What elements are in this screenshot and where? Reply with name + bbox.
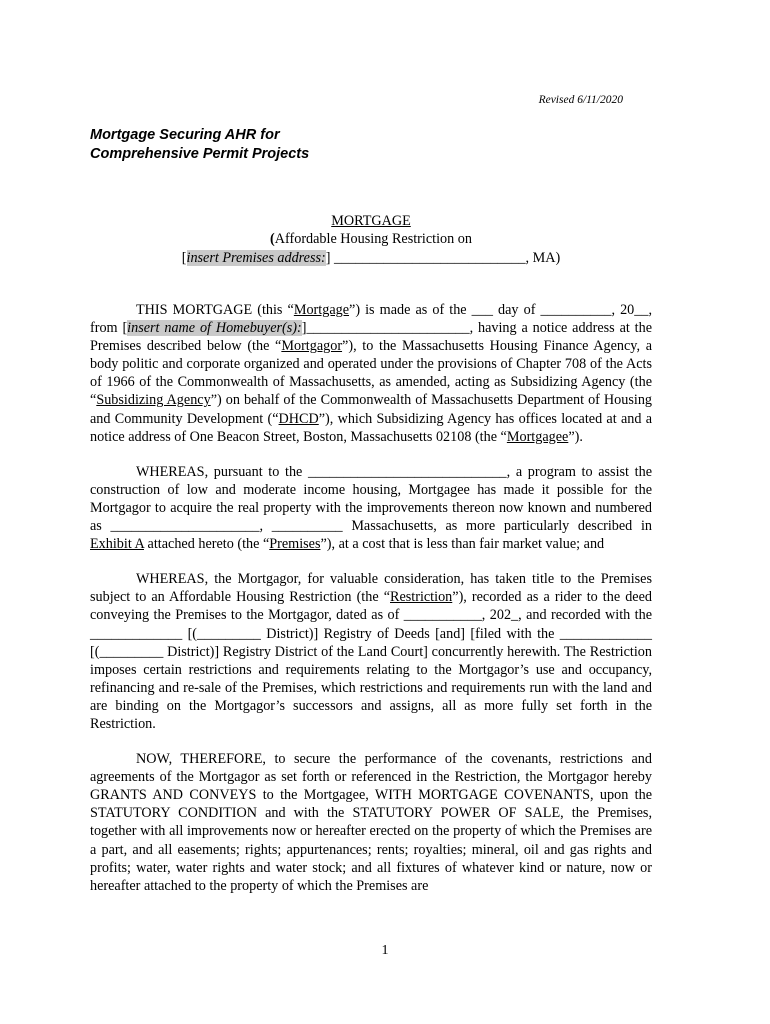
document-subtitle: (Affordable Housing Restriction on (270, 231, 472, 248)
address-open-bracket: [ (181, 249, 187, 266)
defined-term-restriction: Restriction (390, 589, 453, 606)
text: ”) is made as of the ___ day of __________, 20__, from [ (90, 302, 653, 337)
defined-term-dhcd: DHCD (278, 410, 319, 427)
text: ]_______________________, having a notice address at the Premises described below (the “ (90, 320, 652, 355)
document-type-line-1: Mortgage Securing AHR for (90, 127, 280, 143)
paragraph-mortgage-intro (90, 301, 652, 446)
subtitle-text: Affordable Housing Restriction on (274, 231, 472, 248)
premises-address-field[interactable]: insert Premises address: (186, 249, 326, 266)
text: WHEREAS, pursuant to the ____________________________, a program to assist the construction of low and moderate income housing, Mortgagee has made it possible for the Mortgagor to acquire the real property with the improvements thereon now known and numbered as _____________________, __________ Massachusetts, as more particularly described in (90, 463, 652, 535)
text: ”). (568, 428, 583, 445)
text: ”), to the Massachusetts Housing Finance Agency, a body politic and corporate organized and operated under the provisions of Chapter 708 of the Acts of 1966 of the Commonwealth of Massachusetts, as amended, acting as Subsidizing Agency (the “ (90, 338, 652, 409)
paragraph-whereas-restriction (90, 570, 652, 733)
defined-term-mortgagee: Mortgagee (506, 428, 569, 445)
document-title: MORTGAGE (331, 213, 411, 229)
text: ”), which Subsidizing Agency has offices located at and a notice address of One Beacon Street, Boston, Massachusetts 02108 (the “ (90, 410, 652, 445)
title-block (90, 212, 652, 267)
document-type-heading (90, 126, 309, 163)
exhibit-a-reference: Exhibit A (90, 536, 144, 553)
document-type-line-2: Comprehensive Permit Projects (90, 145, 310, 162)
premises-address-line (90, 249, 652, 267)
document-body (90, 301, 652, 912)
text: ”) on behalf of the Commonwealth of Massachusetts Department of Housing and Community Development (“ (90, 392, 653, 427)
text: attached hereto (the “ (144, 536, 270, 553)
defined-term-subsidizing-agency: Subsidizing Agency (96, 392, 211, 409)
text: WHEREAS, the Mortgagor, for valuable consideration, has taken title to the Premises subject to an Affordable Housing Restriction (the “ (90, 571, 652, 606)
paragraph-whereas-program (90, 463, 652, 553)
text: NOW, THEREFORE, to secure the performance of the covenants, restrictions and agreements of the Mortgagor as set forth or referenced in the Restriction, the Mortgagor hereby GRANTS AND CONVEYS to the Mortgagee, WITH MORTGAGE COVENANTS, upon the STATUTORY CONDITION and with the STATUTORY POWER OF SALE, the Premises, together with all improvements now or hereafter erected on the property of which the Premises are a part, and all easements; rights; appurtenances; rents; royalties; mineral, oil and gas rights and profits; water, water rights and water stock; and all fixtures of whatever kind or nature, now or hereafter attached to the property of which the Premises are (90, 751, 652, 894)
address-remainder: ] ___________________________, MA) (325, 249, 561, 266)
revision-date: Revised 6/11/2020 (538, 94, 623, 106)
page-number: 1 (381, 943, 389, 958)
paragraph-now-therefore (90, 750, 652, 895)
text: ”), recorded as a rider to the deed conveying the Premises to the Mortgagor, dated as of ___________, 202_, and recorded with the _____________ [(_________ District)] Registry of Deeds [and] [filed with the _____________ [(_________ District)] Registry District of the Land Court] concurrently herewith. The Restriction imposes certain restrictions and requirements relating to the Mortgagor’s use and occupancy, refinancing and re-sale of the Premises, which restrictions and requirements run with the land and are binding on the Mortgagor’s successors and assigns, all as more fully set forth in the Restriction. (90, 589, 652, 732)
text: ”), at a cost that is less than fair market value; and (320, 536, 605, 553)
defined-term-mortgagor: Mortgagor (281, 338, 343, 355)
homebuyer-name-field[interactable]: insert name of Homebuyer(s): (127, 320, 302, 337)
defined-term-mortgage: Mortgage (293, 302, 350, 318)
defined-term-premises: Premises (269, 536, 321, 553)
text: THIS MORTGAGE (this “ (136, 302, 294, 318)
